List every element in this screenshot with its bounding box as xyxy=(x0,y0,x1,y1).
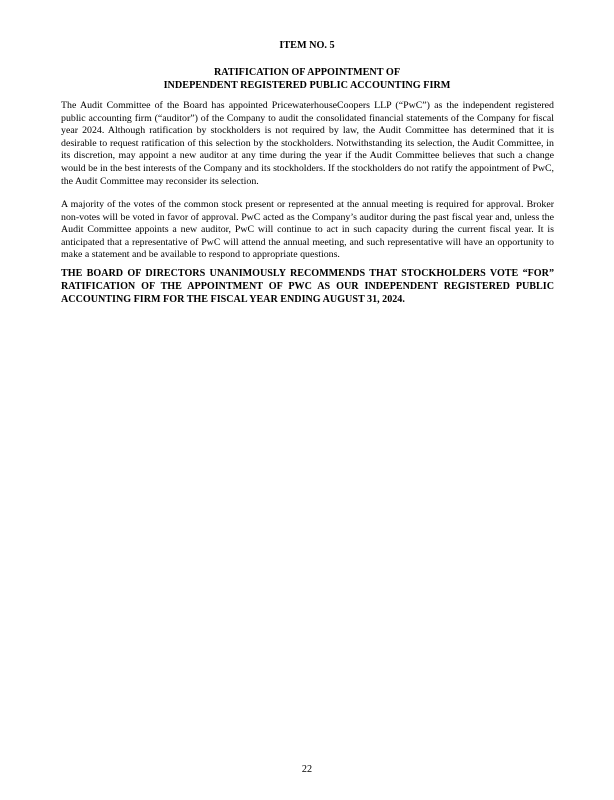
item-heading: ITEM NO. 5 xyxy=(279,40,335,51)
paragraph-audit-committee-appointment: The Audit Committee of the Board has appointed PricewaterhouseCoopers LLP (“PwC”) as the independent registered public accounting firm (“auditor”) of the Company to audit the consolidated financial statements of the Company for fiscal year 2024. Although ratification by stockholders is not required by law, the Audit Committee has determined that it is desirable to request ratification of this selection by the stockholders. Notwithstanding its selection, the Audit Committee, in its discretion, may appoint a new auditor at any time during the year if the Audit Committee believes that such a change would be in the best interests of the Company and its stockholders. If the stockholders do not ratify the appointment of PwC, the Audit Committee may reconsider its selection. xyxy=(61,100,554,187)
section-title xyxy=(0,66,614,92)
paragraph-voting-requirement: A majority of the votes of the common stock present or represented at the annual meeting is required for approval. Broker non-votes will be voted in favor of approval. PwC acted as the Company’s auditor during the past fiscal year and, unless the Audit Committee appoints a new auditor, PwC will continue to act in such capacity during the current fiscal year. It is anticipated that a representative of PwC will attend the annual meeting, and such representative will have an opportunity to make a statement and be available to respond to appropriate questions. xyxy=(61,199,554,261)
page-number: 22 xyxy=(301,764,313,775)
board-recommendation: THE BOARD OF DIRECTORS UNANIMOUSLY RECOMMENDS THAT STOCKHOLDERS VOTE “FOR” RATIFICATION OF THE APPOINTMENT OF PWC AS OUR INDEPENDENT REGISTERED PUBLIC ACCOUNTING FIRM FOR THE FISCAL YEAR ENDING AUGUST 31, 2024. xyxy=(61,268,554,305)
section-title-line-1: RATIFICATION OF APPOINTMENT OF xyxy=(213,67,401,78)
section-title-line-2: INDEPENDENT REGISTERED PUBLIC ACCOUNTING FIRM xyxy=(163,80,451,91)
